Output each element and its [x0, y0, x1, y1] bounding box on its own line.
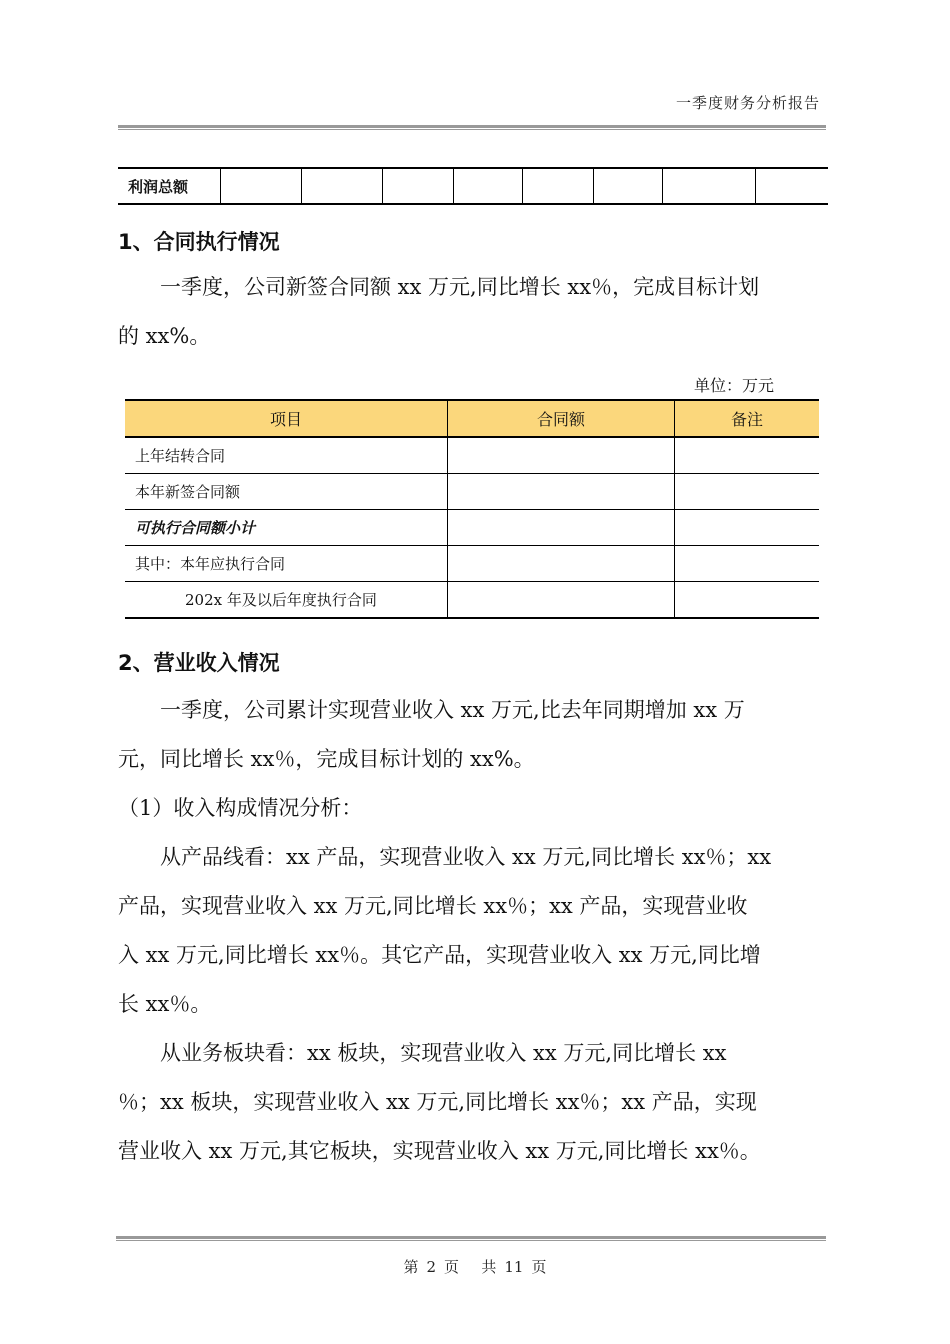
text-line: 产品，实现营业收入 xx 万元,同比增长 xx％；xx 产品，实现营业收: [118, 894, 748, 918]
text-line: 从业务板块看：xx 板块，实现营业收入 xx 万元,同比增长 xx: [160, 1041, 727, 1065]
section-heading-revenue: 2、营业收入情况: [118, 651, 280, 675]
row-amount: [448, 474, 675, 510]
profit-table: [118, 167, 828, 205]
text-line: 一季度，公司累计实现营业收入 xx 万元,比去年同期增加 xx 万: [160, 698, 745, 722]
row-note: [675, 510, 820, 546]
page-number: 第 2 页 共 11 页: [403, 1258, 547, 1276]
table-cell: [383, 168, 454, 204]
row-note: [675, 582, 820, 619]
row-note: [675, 546, 820, 582]
row-note: [675, 474, 820, 510]
text-line: 从产品线看：xx 产品，实现营业收入 xx 万元,同比增长 xx％；xx: [160, 845, 772, 869]
table-cell: [302, 168, 383, 204]
unit-label: 单位：万元: [694, 376, 775, 395]
table-row: [125, 582, 819, 619]
text-line: 长 xx％。: [118, 992, 212, 1016]
table-row: [125, 437, 819, 474]
table-row: [125, 474, 819, 510]
row-amount: [448, 582, 675, 619]
row-item: 202x 年及以后年度执行合同: [125, 582, 448, 619]
paragraph-revenue-summary: [118, 686, 830, 1176]
text-line: 营业收入 xx 万元,其它板块，实现营业收入 xx 万元,同比增长 xx％。: [118, 1139, 761, 1163]
row-amount: [448, 546, 675, 582]
column-header-note: 备注: [675, 400, 820, 437]
table-cell: [663, 168, 756, 204]
table-cell: [756, 168, 829, 204]
sub-heading: （1）收入构成情况分析：: [118, 796, 363, 820]
header-divider: [118, 125, 826, 130]
header-title: 一季度财务分析报告: [675, 94, 820, 112]
text-line: 一季度，公司新签合同额 xx 万元,同比增长 xx％，完成目标计划: [160, 275, 760, 299]
table-row: [118, 168, 828, 204]
row-item: 上年结转合同: [125, 437, 448, 474]
row-item: 其中：本年应执行合同: [125, 546, 448, 582]
column-header-item: 项目: [125, 400, 448, 437]
text-line: 的 xx%。: [118, 324, 211, 348]
section-heading-contracts: 1、合同执行情况: [118, 230, 280, 254]
row-note: [675, 437, 820, 474]
table-row: [125, 546, 819, 582]
profit-total-label: 利润总额: [118, 168, 221, 204]
row-item: 可执行合同额小计: [125, 510, 448, 546]
table-header-row: [125, 400, 819, 437]
footer-divider: [116, 1236, 826, 1241]
table-cell: [221, 168, 302, 204]
text-line: ％；xx 板块，实现营业收入 xx 万元,同比增长 xx％；xx 产品，实现: [118, 1090, 757, 1114]
table-cell: [523, 168, 594, 204]
row-amount: [448, 510, 675, 546]
contract-table: [125, 399, 819, 619]
column-header-amount: 合同额: [448, 400, 675, 437]
paragraph-contracts: [118, 263, 830, 361]
table-row: [125, 510, 819, 546]
row-amount: [448, 437, 675, 474]
table-cell: [454, 168, 523, 204]
text-line: 元，同比增长 xx％，完成目标计划的 xx%。: [118, 747, 535, 771]
row-item: 本年新签合同额: [125, 474, 448, 510]
table-cell: [594, 168, 663, 204]
text-line: 入 xx 万元,同比增长 xx％。其它产品，实现营业收入 xx 万元,同比增: [118, 943, 761, 967]
